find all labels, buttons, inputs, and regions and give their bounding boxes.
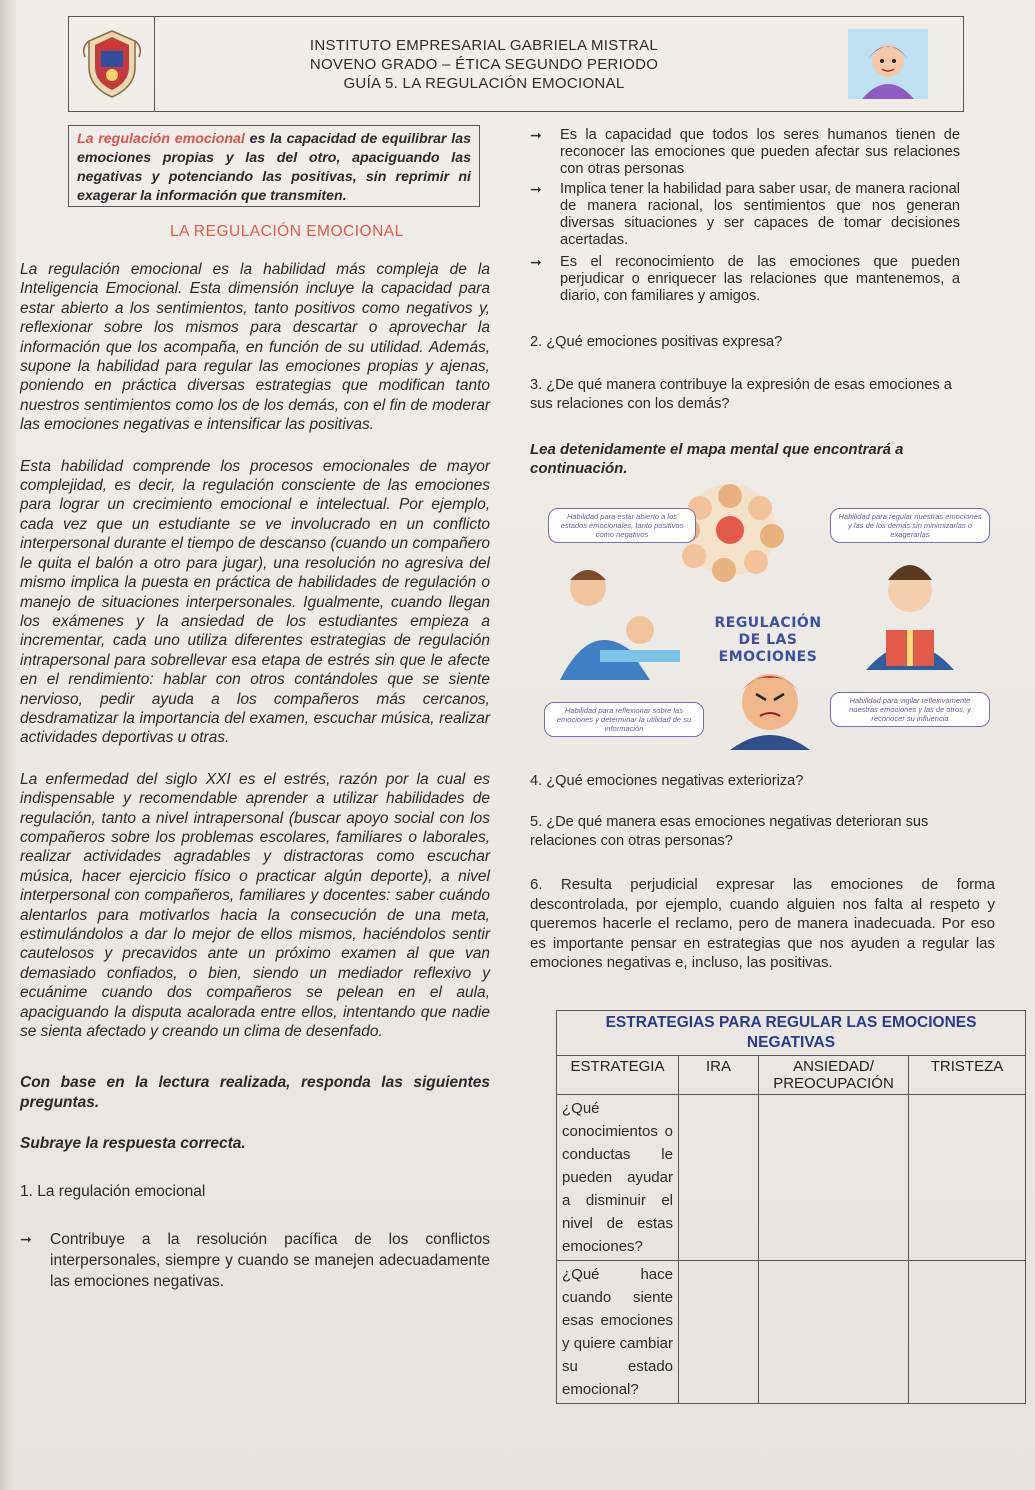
question-5: 5. ¿De qué manera esas emociones negativas deterioran sus relaciones con otras personas?: [530, 814, 929, 849]
table-row: [557, 1095, 1026, 1261]
answer-cell-anger[interactable]: [679, 1261, 759, 1404]
q1-option-a-text: Contribuye a la resolución pacífica de los conflictos interpersonales, siempre y cuando se manejen adecuadamente las emociones negativas.: [50, 1231, 490, 1291]
row-question-knowledge: ¿Qué conocimientos o conductas le pueden ayudar a disminuir el nivel de estas emociones?: [557, 1095, 679, 1261]
q1-option-c-text: Implica tener la habilidad para saber usar, de manera racional de manera racional, los sentimientos que nos generan diversas situaciones y ser capaces de tomar decisiones acertadas.: [560, 181, 960, 248]
left-column-text: [20, 260, 490, 1292]
instruction-underline: Subraye la respuesta correcta.: [20, 1135, 246, 1153]
answer-cell-sadness[interactable]: [909, 1095, 1026, 1261]
right-column-top: [530, 127, 960, 478]
map-box-top-right: Habilidad para regular nuestras emociones y las de los demás sin minimizarlas o exagerarlas: [830, 508, 990, 543]
header-titles: [155, 17, 813, 111]
mind-map: [530, 480, 1000, 750]
cartoon-character-icon: [848, 29, 928, 99]
question-4: 4. ¿Qué emociones negativas exterioriza?: [530, 773, 804, 789]
definition-text: es la capacidad de equilibrar las emociones propias y las del otro, apaciguando las negativas y potenciando las positivas, sin reprimir ni exagerar la información que transmiten.: [77, 131, 471, 204]
q1-option-b-text: Es la capacidad que todos los seres humanos tienen de reconocer las emociones que pueden afectar sus relaciones con otras personas: [560, 127, 960, 177]
question-3: 3. ¿De qué manera contribuye la expresión de esas emociones a sus relaciones con los demás?: [530, 377, 952, 412]
question-6: 6. Resulta perjudicial expresar las emociones de forma descontrolada, por ejemplo, cuando alguien nos falta al respeto y queremos hacerle el reclamo, pero de manera inadecuada. Por eso es importante pensar en estrategias que nos ayuden a regular las emociones negativas e, incluso, las positivas.: [530, 876, 995, 971]
definition-highlight: La regulación emocional: [77, 131, 245, 147]
col-header-anxiety: ANSIEDAD/ PREOCUPACIÓN: [759, 1056, 909, 1095]
table-row: [557, 1261, 1026, 1404]
map-box-top-left: Habilidad para estar abierto a los estados emocionales, tanto positivos como negativos: [548, 508, 696, 543]
map-box-bottom-left: Habilidad para reflexionar sobre las emociones y determinar la utilidad de su información: [544, 702, 704, 737]
col-header-anger: IRA: [679, 1056, 759, 1095]
col-header-sadness: TRISTEZA: [909, 1056, 1026, 1095]
section-title: LA REGULACIÓN EMOCIONAL: [170, 223, 404, 240]
answer-cell-anxiety[interactable]: [759, 1095, 909, 1261]
paragraph-2: Esta habilidad comprende los procesos emocionales de mayor complejidad, es decir, la regulación consciente de las emociones para lograr un crecimiento emocional e intelectual. Por ejemplo, cada vez que un estudiante se ve involucrado en un conflicto interpersonal durante el tiempo de descanso (cuando un compañero le quita el balón a otro para jugar), una resolución no agresiva del mismo implica la puesta en práctica de habilidades de regulación o manejo de situaciones interpersonales. Igualmente, cuando llegan los exámenes y la ansiedad de los estudiantes empieza a incrementar, cada uno utiliza diferentes estrategias de regulación intrapersonal para sobrellevar esa etapa de estrés sin que le afecte en el rendimiento: hablar con otros contándoles que se siente nervioso, pedir ayuda a los compañeros más cercanos, desdramatizar la importancia del examen, escuchar música, realizar actividades deportivas u otras.: [20, 457, 490, 747]
paragraph-3: La enfermedad del siglo XXI es el estrés, razón por la cual es indispensable y recomendable aprender a utilizar habilidades de regulación, tanto a nivel intrapersonal (buscar apoyo social con los compañeros sobre los problemas escolares, familiares o laborales, realizar actividades agradables y distractoras como escuchar música, hacer ejercicio físico o practicar algún deporte), a nivel interpersonal con compañeros, familiares y docentes: saber cuándo alentarlos para motivarlos hacia la consecución de una meta, estimulándolos a dar lo mejor de ellos mismos, haciéndolos sentir cautelosos y precavidos ante un próximo examen al que van demasiado confiados, o bien, siendo un mediador reflexivo y ecuánime cuando dos compañeros se pelean en el aula, apaciguando la disputa acalorada entre ellos, intentando que nadie se sienta afectado y creando un clima de desenfado.: [20, 770, 490, 1041]
man-with-gift-icon: [866, 565, 954, 670]
header-illustration-cell: [813, 17, 963, 111]
question-1-label: 1. La regulación emocional: [20, 1182, 206, 1200]
arrow-icon: ➞: [20, 1231, 32, 1248]
paragraph-1: La regulación emocional es la habilidad más compleja de la Inteligencia Emocional. Esta dimensión incluye la capacidad para estar abierto a los sentimientos, tanto positivos como negativos y, reflexionar sobre los mismos para descartar o aprovechar la información que los acompaña, en función de su utilidad. Además, supone la habilidad para regular las emociones propias y ajenas, poniendo en práctica diversas estrategias que modifican tanto nuestros sentimientos como los de los demás, con el fin de moderar las emociones negativas e intensificar las positivas.: [20, 261, 490, 434]
answer-cell-anxiety[interactable]: [759, 1261, 909, 1404]
map-box-bottom-right: Habilidad para vigilar reflexivamente nuestras emociones y las de otros, y reconocer su influencia: [830, 692, 990, 727]
table-title: ESTRATEGIAS PARA REGULAR LAS EMOCIONES NEGATIVAS: [557, 1011, 1026, 1056]
arrow-icon: ➞: [530, 127, 542, 143]
school-name: INSTITUTO EMPRESARIAL GABRIELA MISTRAL: [309, 36, 659, 54]
definition-box: [68, 125, 480, 207]
answer-cell-sadness[interactable]: [909, 1261, 1026, 1404]
grade-subject: NOVENO GRADO – ÉTICA SEGUNDO PERIODO: [309, 55, 659, 73]
arrow-icon: ➞: [530, 254, 542, 270]
instruction-answer: Con base en la lectura realizada, responda las siguientes preguntas.: [20, 1074, 490, 1111]
q1-option-d[interactable]: [530, 254, 960, 305]
arrow-icon: ➞: [530, 181, 542, 197]
read-map-instruction: Lea detenidamente el mapa mental que encontrará a continuación.: [530, 441, 904, 477]
q1-option-b[interactable]: [530, 127, 960, 178]
angry-boy-icon: [730, 674, 810, 750]
question-2: 2. ¿Qué emociones positivas expresa?: [530, 334, 783, 350]
strategies-table: [556, 1010, 1026, 1404]
col-header-strategy: ESTRATEGIA: [557, 1056, 679, 1095]
guide-title: GUÍA 5. LA REGULACIÓN EMOCIONAL: [343, 74, 625, 92]
right-column-lower: [530, 772, 995, 973]
q1-option-d-text: Es el reconocimiento de las emociones que pueden perjudicar o enriquecer las relaciones que mantenemos, a diario, con familiares y amigos.: [560, 254, 960, 304]
page-edge: [0, 0, 16, 1490]
student-studying-icon: [560, 570, 680, 680]
school-logo-cell: [69, 17, 155, 111]
school-crest-icon: [81, 27, 143, 101]
q1-option-a[interactable]: [20, 1229, 490, 1292]
q1-option-c[interactable]: [530, 181, 960, 249]
document-header: [68, 16, 964, 112]
mind-map-center-title: REGULACIÓN DE LAS EMOCIONES: [714, 615, 822, 665]
answer-cell-anger[interactable]: [679, 1095, 759, 1261]
row-question-actions: ¿Qué hace cuando siente esas emociones y quiere cambiar su estado emocional?: [557, 1261, 679, 1404]
